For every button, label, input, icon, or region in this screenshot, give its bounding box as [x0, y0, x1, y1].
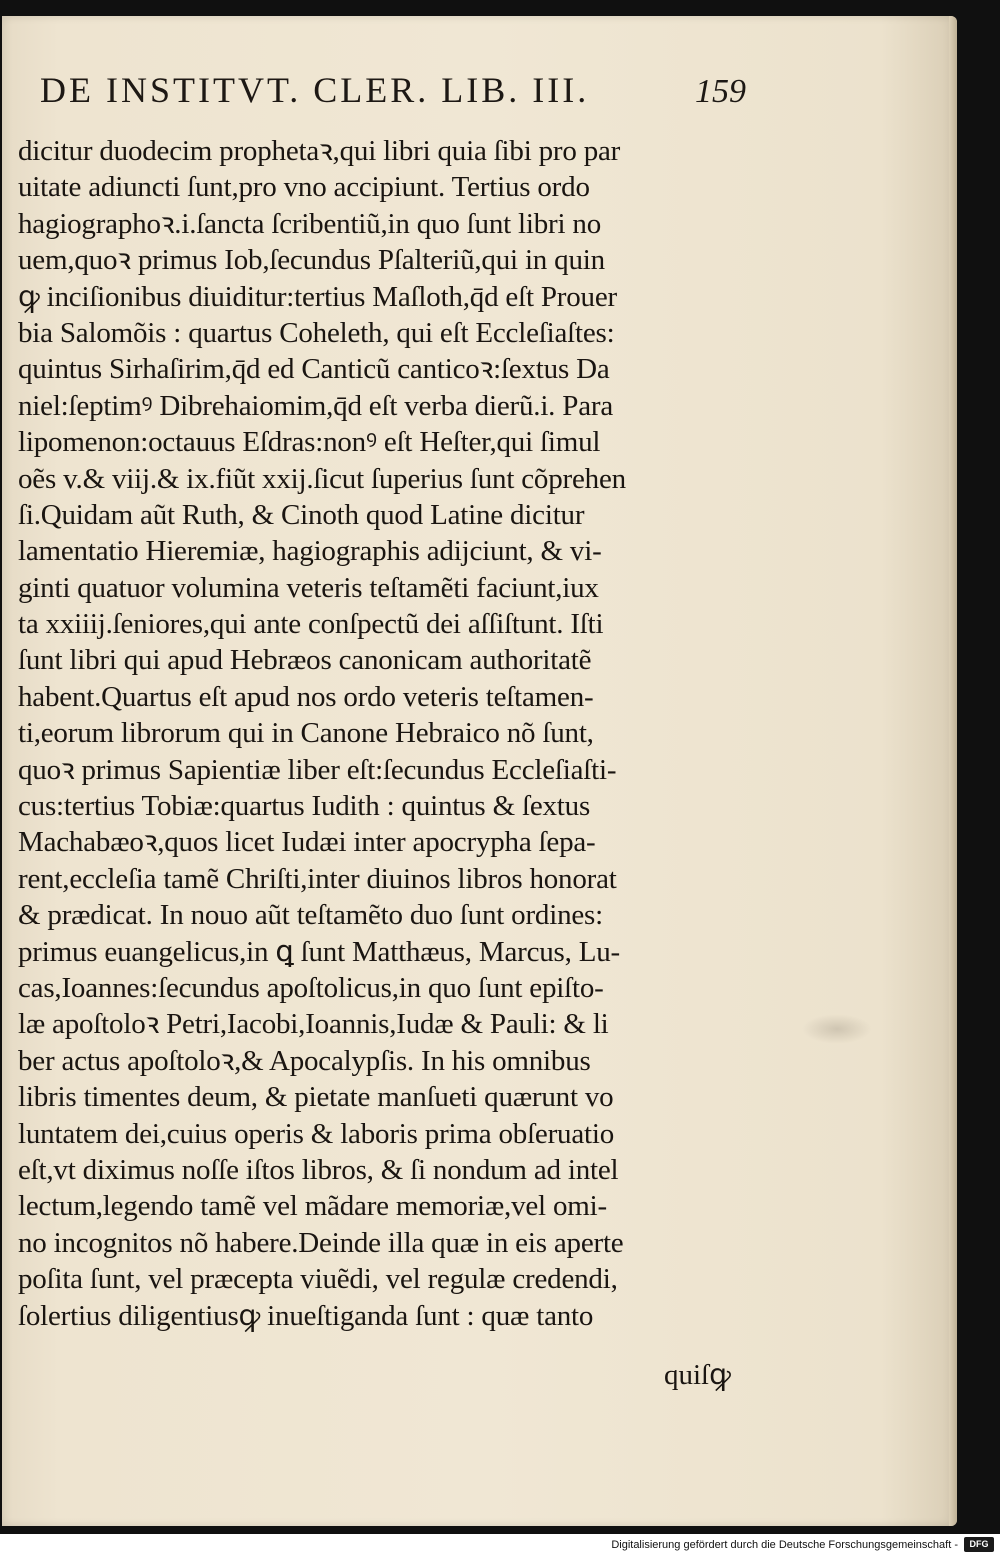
text-line: poſita ſunt, vel præcepta viuẽdi, vel regulæ credendi,	[18, 1263, 618, 1296]
text-line: cus:tertius Tobiæ:quartus Iudith : quintus & ſextus	[18, 790, 591, 823]
text-line: cas,Ioannes:ſecundus apoſtolicus,in quo ſunt epiſto-	[18, 971, 604, 1004]
text-line: ſolertius diligentiusꝙ inueſtiganda ſunt : quæ tanto	[18, 1299, 594, 1332]
folio-number: 159	[695, 73, 746, 110]
text-line: ꝙ inciſionibus diuiditur:tertius Maſloth,q̄d eſt Prouer	[18, 280, 617, 313]
text-line: oẽs v.& viij.& ix.fiũt xxij.ſicut ſuperius ſunt cõprehen	[18, 462, 626, 495]
text-line: ber actus apoſtoloꝛ,& Apocalypſis. In his omnibus	[18, 1044, 591, 1077]
text-line: ſunt libri qui apud Hebræos canonicam authoritatẽ	[18, 644, 592, 677]
funding-credit: Digitalisierung gefördert durch die Deutsche Forschungsgemeinschaft -	[611, 1539, 958, 1551]
text-line: ginti quatuor volumina veteris teſtamẽti faciunt,iux	[18, 571, 599, 604]
text-line: ta xxiiij.ſeniores,qui ante conſpectũ dei aſſiſtunt. Iſti	[18, 608, 604, 641]
text-line: quoꝛ primus Sapientiæ liber eſt:ſecundus Eccleſiaſti-	[18, 753, 617, 786]
text-line: & prædicat. In nouo aũt teſtamẽto duo ſunt ordines:	[18, 899, 603, 932]
footer-bar	[0, 1534, 1000, 1556]
text-line: libris timentes deum, & pietate manſueti quærunt vo	[18, 1081, 614, 1114]
text-line: luntatem dei,cuius operis & laboris prima obſeruatio	[18, 1117, 615, 1150]
dfg-logo: DFG	[964, 1537, 994, 1552]
text-line: uitate adiuncti ſunt,pro vno accipiunt. Tertius ordo	[18, 171, 590, 204]
text-line: quintus Sirhaſirim,q̄d ed Canticũ canticoꝛ:ſextus Da	[18, 353, 610, 386]
page-header	[40, 66, 780, 116]
running-title: DE INSTITVT. CLER. LIB. III.	[40, 70, 590, 110]
text-line: rent,eccleſia tamẽ Chriſti,inter diuinos libros honorat	[18, 862, 617, 895]
text-line: primus euangelicus,in ꝗ ſunt Matthæus, Marcus, Lu-	[18, 935, 621, 968]
text-line: habent.Quartus eſt apud nos ordo veteris teſtamen-	[18, 680, 594, 713]
text-line: eſt,vt diximus noſſe iſtos libros, & ſi nondum ad intel	[18, 1153, 619, 1186]
text-line: dicitur duodecim prophetaꝛ,qui libri quia ſibi pro par	[18, 135, 621, 167]
text-line: Machabæoꝛ,quos licet Iudæi inter apocrypha ſepa-	[18, 826, 596, 859]
text-line: bia Salomõis : quartus Coheleth, qui eſt Eccleſiaſtes:	[18, 316, 615, 349]
text-line: uem,quoꝛ primus Iob,ſecundus Pſalteriũ,qui in quin	[18, 244, 605, 277]
text-line: hagiographoꝛ.i.ſancta ſcribentiũ,in quo ſunt libri no	[18, 207, 602, 240]
text-line: læ apoſtoloꝛ Petri,Iacobi,Ioannis,Iudæ & Pauli: & li	[18, 1008, 609, 1041]
ink-smudge	[802, 1014, 872, 1044]
text-line: niel:ſeptimꝰ Dibrehaiomim,q̄d eſt verba dierũ.i. Para	[18, 389, 614, 422]
body-text	[18, 133, 748, 1334]
text-line: no incognitos nõ habere.Deinde illa quæ in eis aperte	[18, 1226, 624, 1259]
text-line: lamentatio Hieremiæ, hagiographis adijciunt, & vi-	[18, 535, 602, 568]
catchword: quiſꝙ	[664, 1359, 731, 1391]
text-line: ti,eorum librorum qui in Canone Hebraico nõ ſunt,	[18, 717, 594, 750]
page-edge	[949, 16, 957, 1526]
text-line: ſi.Quidam aũt Ruth, & Cinoth quod Latine dicitur	[18, 498, 585, 531]
text-line: lipomenon:octauus Eſdras:nonꝰ eſt Heſter,qui ſimul	[18, 426, 601, 459]
text-line: lectum,legendo tamẽ vel mãdare memoriæ,vel omi-	[18, 1190, 607, 1223]
